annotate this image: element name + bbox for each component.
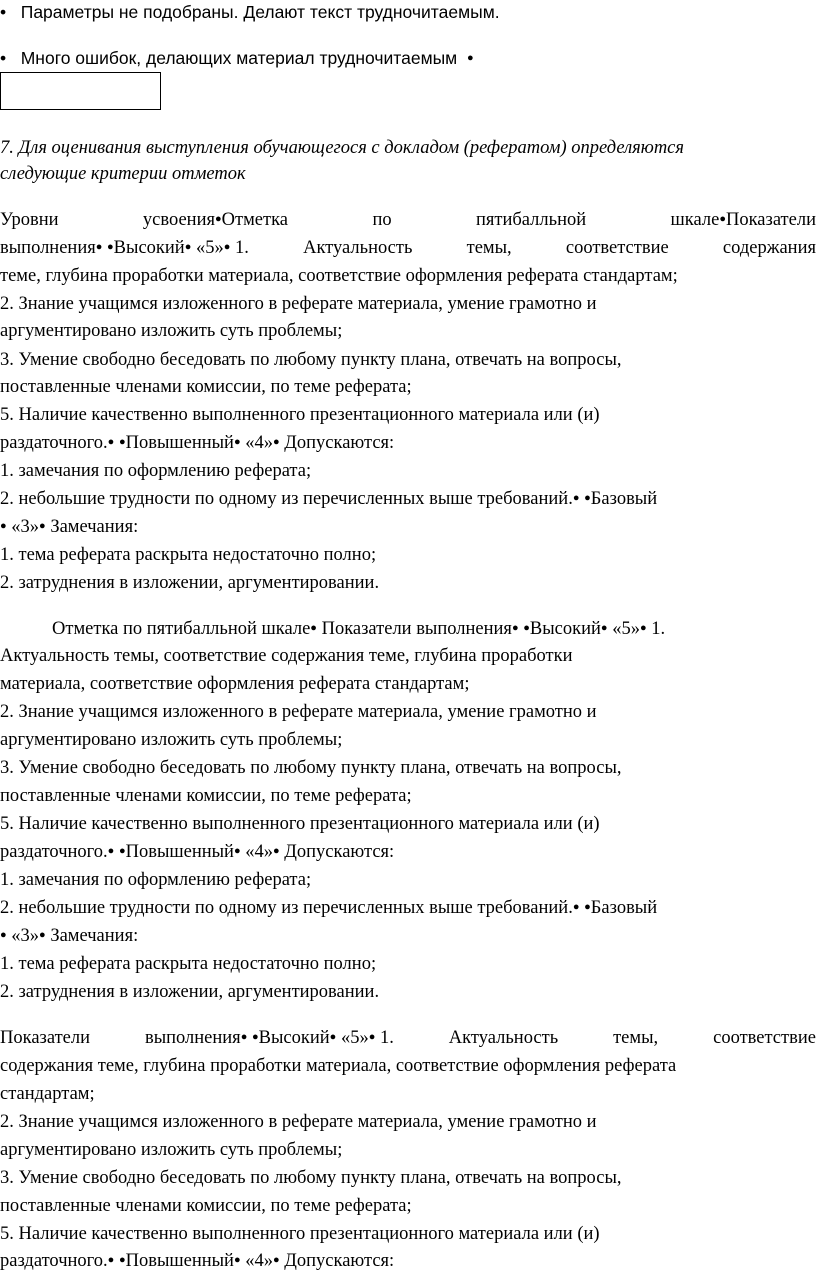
dot-icon: ● bbox=[215, 213, 222, 225]
dot-icon: ● bbox=[107, 845, 115, 857]
dot-icon: ● bbox=[600, 622, 608, 634]
s1-line-10: 1. замечания по оформлению реферата; bbox=[0, 461, 312, 481]
bullet-text: Параметры не подобраны. Делают текст трудночитаемым. bbox=[20, 2, 500, 22]
s2-line-4: 2. Знание учащимся изложенного в реферате материала, умение грамотно и bbox=[0, 702, 597, 722]
s2-line-7: поставленные членами комиссии, по теме реферата; bbox=[0, 786, 412, 806]
empty-text-box bbox=[0, 72, 161, 110]
bullet-item-2 bbox=[0, 50, 474, 68]
dot-icon: ● bbox=[240, 1031, 248, 1043]
s3-line-3: стандартам; bbox=[0, 1084, 95, 1104]
dot-icon: ● bbox=[95, 241, 103, 253]
bullet-item-1 bbox=[0, 4, 500, 22]
s1-line-12: ● «3»● Замечания: bbox=[0, 517, 139, 537]
dot-icon: ● bbox=[273, 436, 280, 448]
dot-icon: ● bbox=[273, 845, 280, 857]
dot-icon: ● bbox=[233, 436, 241, 448]
dot-icon: ● bbox=[233, 845, 241, 857]
dot-icon: ● bbox=[118, 845, 126, 857]
bullet-glyph: • bbox=[0, 2, 7, 22]
s1-line-11: 2. небольшие трудности по одному из перечисленных выше требований.● ●Базовый bbox=[0, 489, 658, 509]
s2-line-13: 1. тема реферата раскрыта недостаточно полно; bbox=[0, 954, 377, 974]
dot-icon: ● bbox=[273, 1254, 280, 1266]
dot-icon: ● bbox=[0, 929, 7, 941]
s3-line-8: 5. Наличие качественно выполненного презентационного материала или (и) bbox=[0, 1224, 600, 1244]
s2-line-2: Актуальность темы, соответствие содержания теме, глубина проработки bbox=[0, 646, 573, 666]
dot-icon: ● bbox=[107, 241, 114, 253]
dot-icon: ● bbox=[0, 520, 7, 532]
dot-icon: ● bbox=[584, 492, 591, 504]
question-line-2: следующие критерии отметок bbox=[0, 164, 246, 184]
s1-line-5: аргументировано изложить суть проблемы; bbox=[0, 321, 343, 341]
dot-icon: ● bbox=[719, 213, 726, 225]
dot-icon: ● bbox=[39, 929, 46, 941]
s3-line-7: поставленные членами комиссии, по теме реферата; bbox=[0, 1196, 412, 1216]
dot-icon: ● bbox=[584, 901, 591, 913]
dot-icon: ● bbox=[466, 52, 474, 64]
s1-line-6: 3. Умение свободно беседовать по любому пункту плана, отвечать на вопросы, bbox=[0, 350, 622, 370]
bullet-text: Много ошибок, делающих материал трудночитаемым bbox=[20, 48, 458, 68]
s2-line-8: 5. Наличие качественно выполненного презентационного материала или (и) bbox=[0, 814, 600, 834]
dot-icon: ● bbox=[233, 1254, 241, 1266]
s2-line-12: ● «3»● Замечания: bbox=[0, 926, 139, 946]
s1-line-2: выполнения● ●Высокий● «5»● 1. Актуальность темы, соответствие содержания bbox=[0, 238, 816, 258]
s1-line-9: раздаточного.● ●Повышенный● «4»● Допускаются: bbox=[0, 433, 395, 453]
dot-icon: ● bbox=[368, 1031, 376, 1043]
s2-line-14: 2. затруднения в изложении, аргументировании. bbox=[0, 982, 380, 1002]
s3-line-5: аргументировано изложить суть проблемы; bbox=[0, 1140, 343, 1160]
s2-line-5: аргументировано изложить суть проблемы; bbox=[0, 730, 343, 750]
dot-icon: ● bbox=[310, 622, 317, 634]
dot-icon: ● bbox=[223, 241, 231, 253]
s1-line-4: 2. Знание учащимся изложенного в реферате материала, умение грамотно и bbox=[0, 294, 597, 314]
s3-line-4: 2. Знание учащимся изложенного в реферате материала, умение грамотно и bbox=[0, 1112, 597, 1132]
s2-line-9: раздаточного.● ●Повышенный● «4»● Допускаются: bbox=[0, 842, 395, 862]
s1-line-8: 5. Наличие качественно выполненного презентационного материала или (и) bbox=[0, 405, 600, 425]
s3-line-1: Показатели выполнения● ●Высокий● «5»● 1. Актуальность темы, соответствие bbox=[0, 1028, 816, 1048]
s1-line-1: Уровни усвоения●Отметка по пятибалльной шкале●Показатели bbox=[0, 210, 816, 230]
dot-icon: ● bbox=[639, 622, 647, 634]
s1-line-7: поставленные членами комиссии, по теме реферата; bbox=[0, 377, 412, 397]
s1-line-14: 2. затруднения в изложении, аргументировании. bbox=[0, 573, 380, 593]
question-line-1: 7. Для оценивания выступления обучающегося с докладом (рефератом) определяются bbox=[0, 138, 684, 158]
dot-icon: ● bbox=[572, 901, 580, 913]
dot-icon: ● bbox=[251, 1031, 259, 1043]
s2-line-1: Отметка по пятибалльной шкале● Показатели выполнения● ●Высокий● «5»● 1. bbox=[52, 619, 666, 639]
s3-line-2: содержания теме, глубина проработки материала, соответствие оформления реферата bbox=[0, 1056, 677, 1076]
dot-icon: ● bbox=[39, 520, 46, 532]
s1-line-3: теме, глубина проработки материала, соответствие оформления реферата стандартам; bbox=[0, 266, 678, 286]
s3-line-9: раздаточного.● ●Повышенный● «4»● Допускаются: bbox=[0, 1251, 395, 1271]
dot-icon: ● bbox=[523, 622, 530, 634]
s1-line-13: 1. тема реферата раскрыта недостаточно полно; bbox=[0, 545, 377, 565]
s2-line-6: 3. Умение свободно беседовать по любому пункту плана, отвечать на вопросы, bbox=[0, 758, 622, 778]
dot-icon: ● bbox=[184, 241, 192, 253]
s2-line-3: материала, соответствие оформления реферата стандартам; bbox=[0, 674, 470, 694]
dot-icon: ● bbox=[118, 1254, 126, 1266]
dot-icon: ● bbox=[572, 492, 580, 504]
dot-icon: ● bbox=[107, 1254, 115, 1266]
s2-line-10: 1. замечания по оформлению реферата; bbox=[0, 870, 312, 890]
bullet-glyph: • bbox=[0, 48, 7, 68]
dot-icon: ● bbox=[329, 1031, 337, 1043]
dot-icon: ● bbox=[511, 622, 519, 634]
s3-line-6: 3. Умение свободно беседовать по любому пункту плана, отвечать на вопросы, bbox=[0, 1168, 622, 1188]
s2-line-11: 2. небольшие трудности по одному из перечисленных выше требований.● ●Базовый bbox=[0, 898, 658, 918]
dot-icon: ● bbox=[118, 436, 126, 448]
dot-icon: ● bbox=[107, 436, 115, 448]
